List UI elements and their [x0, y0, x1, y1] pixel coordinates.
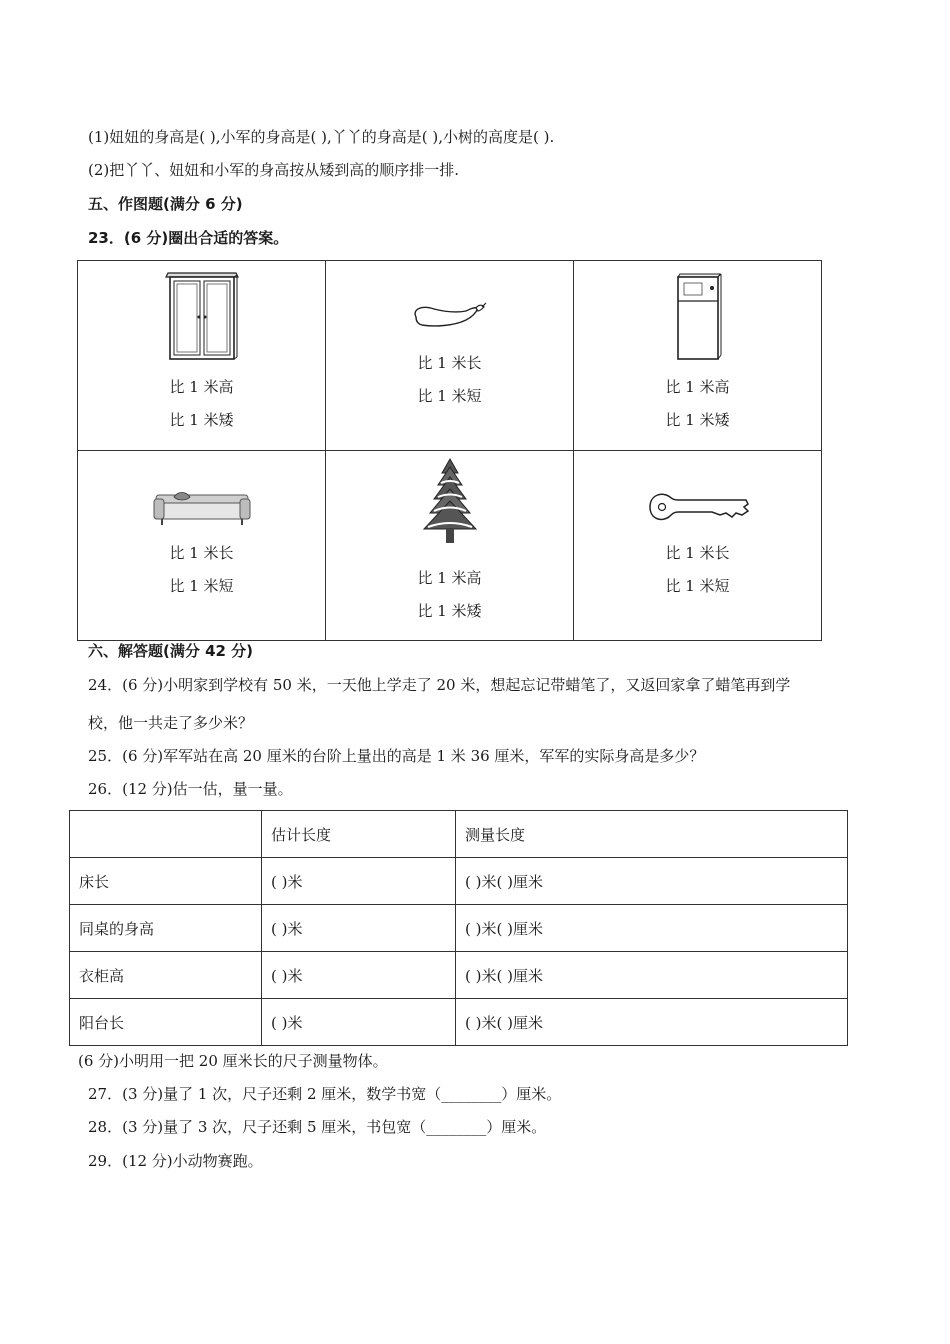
eggplant-icon — [410, 299, 490, 335]
estimate-blank[interactable]: ( )米 — [262, 999, 456, 1046]
section-6-heading: 六、解答题(满分 42 分) — [88, 642, 254, 660]
q25: 25．(6 分)军军站在高 20 厘米的台阶上量出的高是 1 米 36 厘米，军军的实际身高是多少？ — [88, 747, 705, 765]
q27: 27．(3 分)量了 1 次，尺子还剩 2 厘米，数学书宽（________）厘米。 — [88, 1085, 562, 1103]
option-shorter[interactable]: 比 1 米短 — [169, 577, 234, 595]
wardrobe-icon — [162, 271, 242, 363]
q22-part2: (2)把丫丫、妞妞和小军的身高按从矮到高的顺序排一排. — [88, 161, 460, 179]
choice-grid — [77, 260, 822, 641]
option-longer[interactable]: 比 1 米长 — [169, 544, 234, 562]
table-row — [70, 905, 848, 952]
sofa-icon — [152, 489, 252, 529]
estimate-blank[interactable]: ( )米 — [262, 858, 456, 905]
grid-cell-key — [574, 451, 822, 641]
q24-line1: 24．(6 分)小明家到学校有 50 米，一天他上学走了 20 米，想起忘记带蜡笔了，又返回家拿了蜡笔再到学 — [88, 676, 791, 694]
header-measured: 测量长度 — [456, 811, 848, 858]
measure-table — [69, 810, 848, 1046]
row-label: 同桌的身高 — [70, 905, 262, 952]
option-shorter[interactable]: 比 1 米矮 — [417, 602, 482, 620]
header-item — [70, 811, 262, 858]
estimate-blank[interactable]: ( )米 — [262, 952, 456, 999]
header-estimate: 估计长度 — [262, 811, 456, 858]
grid-cell-refrigerator — [574, 261, 822, 451]
option-shorter[interactable]: 比 1 米矮 — [169, 411, 234, 429]
measured-blank[interactable]: ( )米( )厘米 — [456, 905, 848, 952]
q23-prompt: 23．(6 分)圈出合适的答案。 — [88, 229, 289, 247]
q26-prompt: 26．(12 分)估一估，量一量。 — [88, 780, 293, 798]
section-5-heading: 五、作图题(满分 6 分) — [88, 195, 243, 213]
q27-intro: (6 分)小明用一把 20 厘米长的尺子测量物体。 — [78, 1052, 388, 1070]
q24-line2: 校，他一共走了多少米？ — [88, 714, 254, 732]
option-taller[interactable]: 比 1 米高 — [169, 378, 234, 396]
measured-blank[interactable]: ( )米( )厘米 — [456, 952, 848, 999]
q29: 29．(12 分)小动物赛跑。 — [88, 1152, 263, 1170]
table-row — [70, 999, 848, 1046]
table-row — [70, 952, 848, 999]
key-icon — [646, 487, 750, 527]
row-label: 床长 — [70, 858, 262, 905]
q28: 28．(3 分)量了 3 次，尺子还剩 5 厘米，书包宽（________）厘米。 — [88, 1118, 547, 1136]
grid-cell-eggplant — [326, 261, 574, 451]
q22-part1: (1)妞妞的身高是( ),小军的身高是( ),丫丫的身高是( ),小树的高度是( ). — [88, 128, 555, 146]
grid-cell-wardrobe — [78, 261, 326, 451]
option-longer[interactable]: 比 1 米长 — [665, 544, 730, 562]
estimate-blank[interactable]: ( )米 — [262, 905, 456, 952]
refrigerator-icon — [668, 271, 728, 363]
option-shorter[interactable]: 比 1 米短 — [417, 387, 482, 405]
table-row — [70, 858, 848, 905]
measured-blank[interactable]: ( )米( )厘米 — [456, 858, 848, 905]
row-label: 衣柜高 — [70, 952, 262, 999]
option-taller[interactable]: 比 1 米高 — [665, 378, 730, 396]
row-label: 阳台长 — [70, 999, 262, 1046]
grid-cell-sofa — [78, 451, 326, 641]
option-taller[interactable]: 比 1 米高 — [417, 569, 482, 587]
grid-cell-tree — [326, 451, 574, 641]
measured-blank[interactable]: ( )米( )厘米 — [456, 999, 848, 1046]
option-shorter[interactable]: 比 1 米短 — [665, 577, 730, 595]
option-longer[interactable]: 比 1 米长 — [417, 354, 482, 372]
option-shorter[interactable]: 比 1 米矮 — [665, 411, 730, 429]
tree-icon — [418, 457, 482, 545]
